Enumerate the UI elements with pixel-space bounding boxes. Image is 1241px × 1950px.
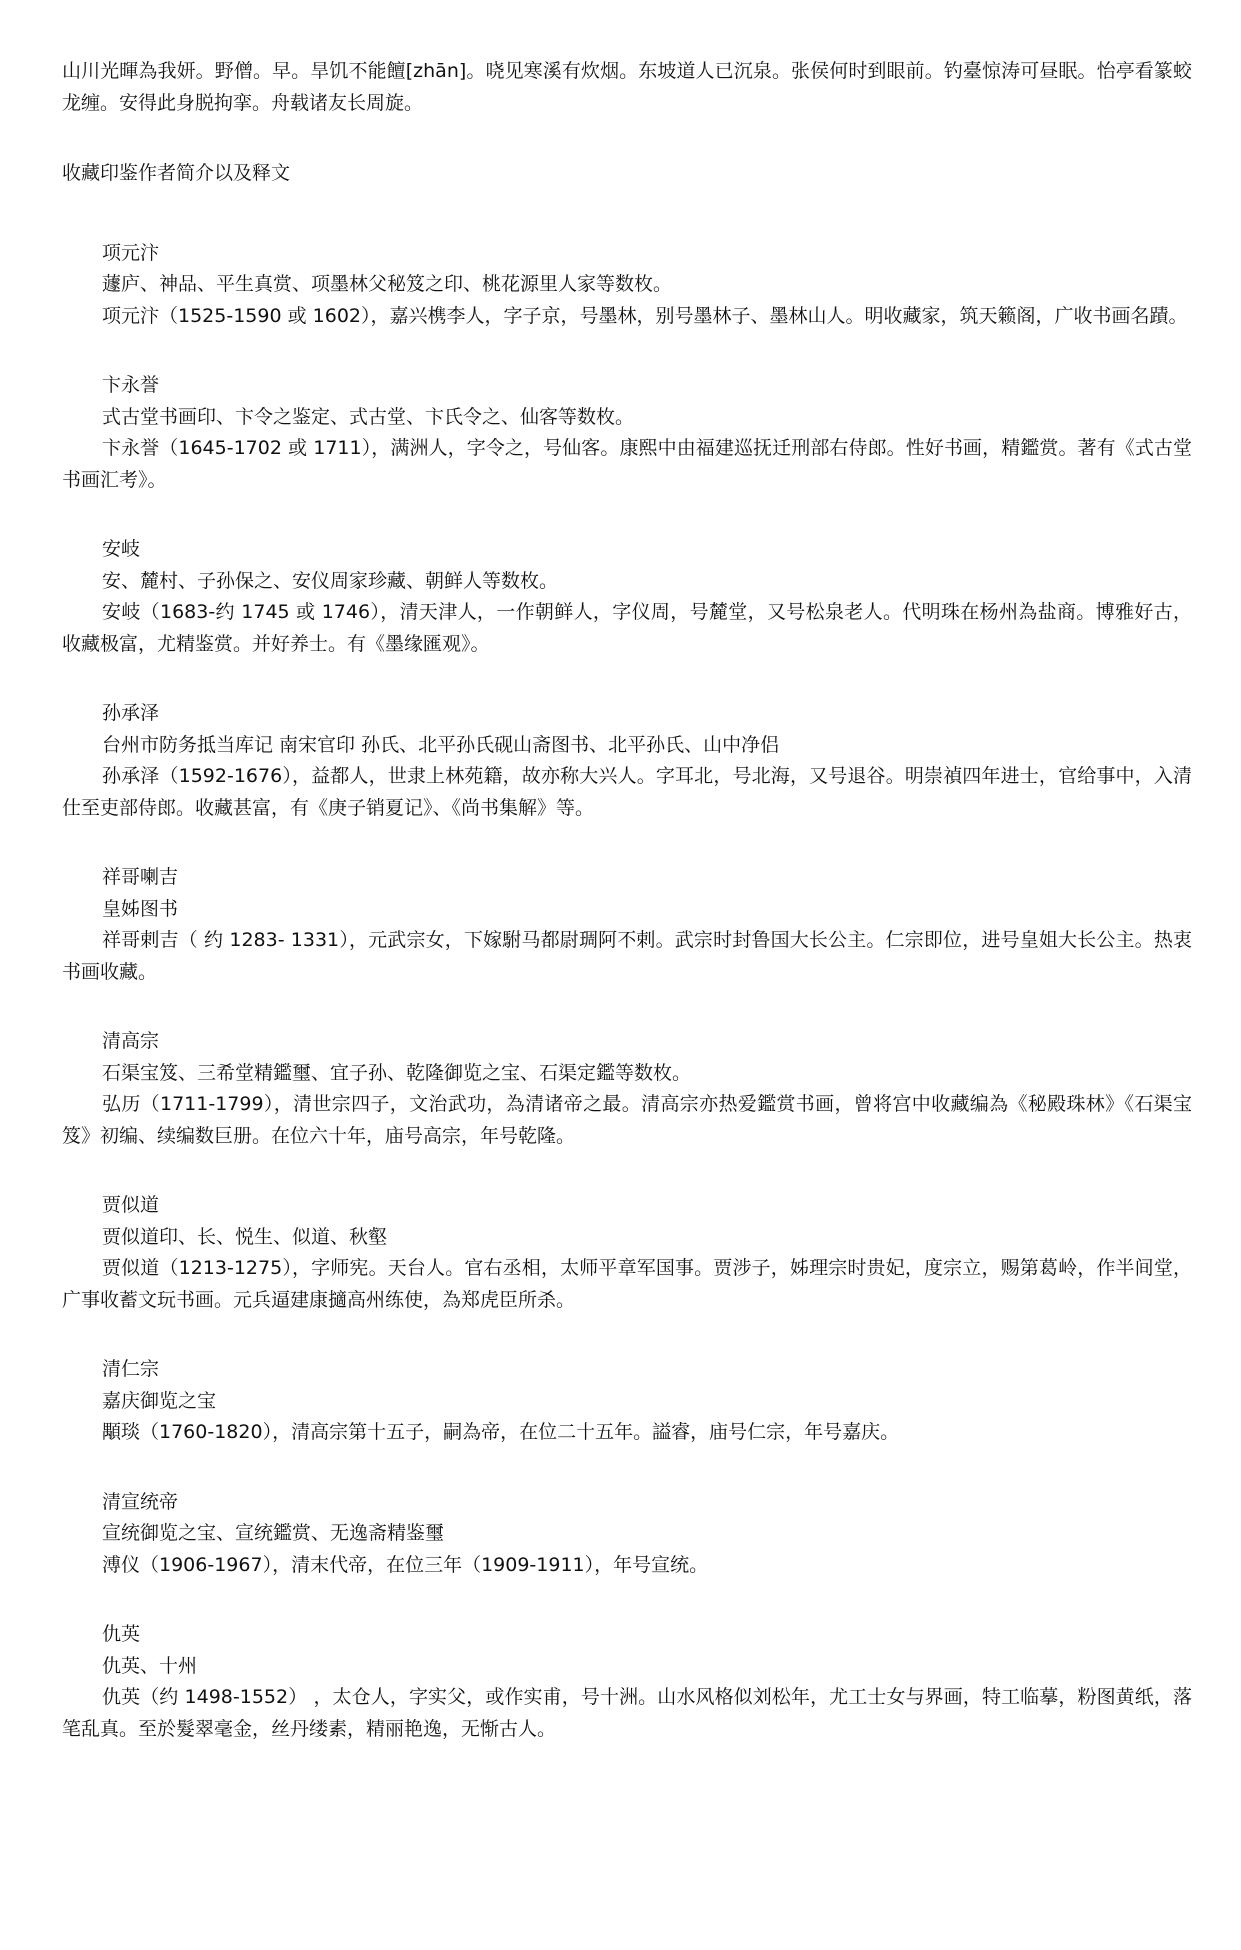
collector-bio: 卞永誉（1645-1702 或 1711），满洲人，字令之，号仙客。康熙中由福建巡抚迁刑部右侍郎。性好书画，精鑑赏。著有《式古堂书画汇考》。 — [62, 437, 1192, 491]
collector-name: 贾似道 — [102, 1194, 160, 1216]
collector-seals: 仇英、十州 — [102, 1654, 198, 1677]
collector-entry — [62, 1619, 1192, 1745]
collector-entry — [62, 1026, 1192, 1152]
collector-seals: 安、麓村、子孙保之、安仪周家珍藏、朝鲜人等数枚。 — [102, 569, 559, 592]
collector-name: 仇英 — [102, 1623, 141, 1645]
collector-bio: 顒琰（1760-1820），清高宗第十五子，嗣為帝，在位二十五年。謚睿，庙号仁宗，年号嘉庆。 — [102, 1421, 900, 1443]
collector-name: 祥哥喇吉 — [102, 866, 179, 888]
collector-bio: 弘历（1711-1799），清世宗四子，文治武功，為清诸帝之最。清高宗亦热爱鑑赏书画，曾将宫中收藏编為《秘殿珠林》《石渠宝笈》初编、续编数巨册。在位六十年，庙号高宗，年号乾隆。 — [62, 1093, 1192, 1147]
section-title: 收藏印鉴作者简介以及释文 — [62, 162, 291, 184]
collector-bio: 溥仪（1906-1967），清末代帝，在位三年（1909-1911），年号宣统。 — [102, 1553, 709, 1576]
document-page — [62, 56, 1192, 1783]
collector-entry — [62, 238, 1192, 333]
collector-entry — [62, 1487, 1192, 1582]
collector-name: 卞永誉 — [102, 374, 160, 396]
collector-seals: 式古堂书画印、卞令之鉴定、式古堂、卞氏令之、仙客等数枚。 — [102, 405, 635, 428]
collector-name: 项元汴 — [102, 241, 160, 264]
collector-bio: 贾似道（1213-1275），字师宪。天台人。官右丞相，太师平章军国事。贾涉子，姊理宗时贵妃，度宗立，赐第葛岭，作半间堂，广事收蓄文玩书画。元兵逼建康擿高州练使，為郑虎臣所杀。 — [62, 1257, 1192, 1311]
collector-bio: 祥哥剌吉（ 约 1283- 1331），元武宗女，下嫁駙马都尉琱阿不剌。武宗时封鲁国大长公主。仁宗即位，进号皇姐大长公主。热衷书画收藏。 — [62, 929, 1192, 983]
collector-name: 清高宗 — [102, 1030, 160, 1052]
collector-bio: 仇英（约 1498-1552） ，太仓人，字实父，或作实甫，号十洲。山水风格似刘松年，尤工士女与界画，特工临摹，粉图黄纸，落笔乱真。至於髮翠毫金，丝丹缕素，精丽艳逸，无惭古人。 — [62, 1686, 1192, 1740]
collector-bio: 安岐（1683-约 1745 或 1746），清天津人，一作朝鲜人，字仪周，号麓堂，又号松泉老人。代明珠在杨州為盐商。博雅好古，收藏极富，尤精鉴赏。并好养士。有《墨缘匯观》。 — [62, 601, 1192, 655]
intro-paragraph: 山川光暉為我妍。野僧。早。旱饥不能饘[zhān]。哓见寒溪有炊烟。东坡道人已沉泉。张侯何时到眼前。钓臺惊涛可昼眠。怡亭看篆蛟龙缠。安得此身脱拘挛。舟载诸友长周旋。 — [62, 60, 1192, 114]
collector-entry — [62, 698, 1192, 824]
collector-name: 清宣统帝 — [102, 1490, 179, 1513]
collector-seals: 台州市防务抵当库记 南宋官印 孙氏、北平孙氏砚山斋图书、北平孙氏、山中净侣 — [102, 733, 780, 756]
collector-seals: 嘉庆御览之宝 — [102, 1389, 217, 1412]
collector-entry — [62, 862, 1192, 988]
collector-entry — [62, 370, 1192, 496]
collector-seals: 宣统御览之宝、宣统鑑赏、无逸斋精鉴璽 — [102, 1522, 445, 1544]
collector-seals: 皇姊图书 — [102, 897, 179, 920]
collector-seals: 贾似道印、长、悦生、似道、秋壑 — [102, 1225, 388, 1248]
collector-name: 清仁宗 — [102, 1358, 160, 1380]
collector-seals: 石渠宝笈、三希堂精鑑璽、宜子孙、乾隆御览之宝、石渠定鑑等数枚。 — [102, 1061, 692, 1084]
collector-bio: 项元汴（1525-1590 或 1602），嘉兴槜李人，字子京，号墨林，别号墨林子、墨林山人。明收藏家，筑天籁阁，广收书画名蹟。 — [102, 304, 1188, 327]
collector-bio: 孙承泽（1592-1676），益都人，世隶上林苑籍，故亦称大兴人。字耳北，号北海，又号退谷。明崇禎四年进士，官给事中，入清仕至吏部侍郎。收藏甚富，有《庚子销夏记》、《尚书集解》等。 — [62, 765, 1192, 819]
collector-name: 安岐 — [102, 538, 141, 560]
collector-name: 孙承泽 — [102, 702, 160, 724]
collector-entry — [62, 534, 1192, 660]
collector-entry — [62, 1354, 1192, 1449]
collector-seals: 蘧庐、神品、平生真赏、项墨林父秘笈之印、桃花源里人家等数枚。 — [102, 273, 673, 295]
collector-entry — [62, 1190, 1192, 1316]
